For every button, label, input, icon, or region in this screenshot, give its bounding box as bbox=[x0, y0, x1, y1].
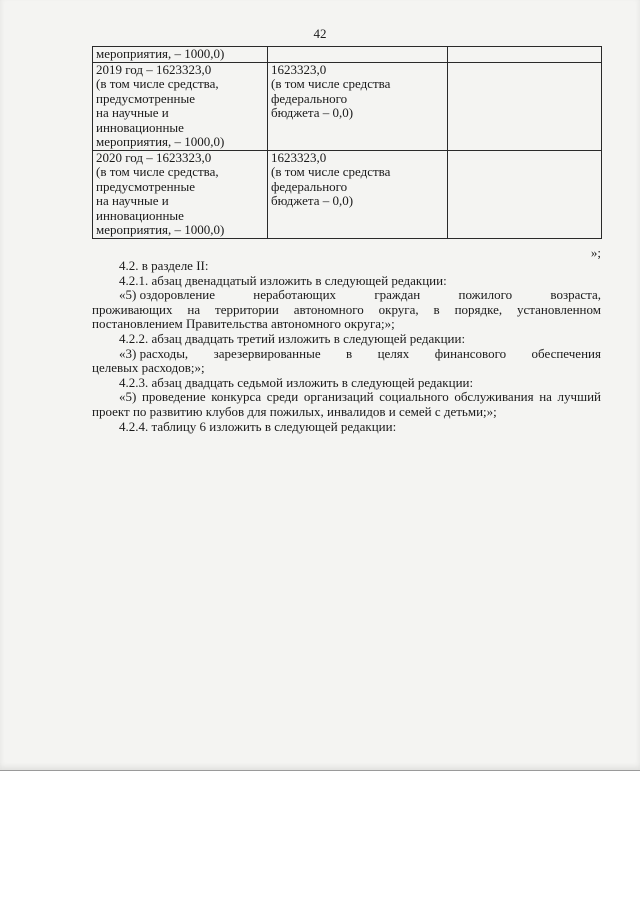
table-cell bbox=[93, 62, 268, 150]
word: целях bbox=[377, 345, 410, 361]
cell-line: (в том числе средства, bbox=[96, 76, 219, 91]
table-row bbox=[93, 150, 602, 238]
cell-line: 2020 год – 1623323,0 bbox=[96, 149, 212, 165]
cell-line: федерального bbox=[271, 90, 348, 106]
cell-line: (в том числе средства bbox=[271, 164, 391, 179]
justified-line bbox=[92, 288, 601, 303]
quoted-paragraph-contest: «5) проведение конкурса среди организаций социального обслуживания на лучший проект по развитию клубов для пожилых, инвалидов и семей с детьми;»; bbox=[92, 389, 601, 419]
table-cell bbox=[93, 47, 268, 63]
word: неработающих bbox=[253, 287, 337, 303]
closing-quote-mark: »; bbox=[590, 245, 601, 260]
word: возраста, bbox=[550, 287, 601, 303]
cell-line: инновационные bbox=[96, 207, 184, 223]
table-cell bbox=[448, 150, 602, 238]
amendment-text bbox=[92, 259, 601, 434]
cell-line: мероприятия, – 1000,0) bbox=[96, 222, 225, 237]
cell-line: на научные и bbox=[96, 105, 169, 120]
cell-line: инновационные bbox=[96, 119, 184, 135]
word: пожилого bbox=[458, 287, 513, 303]
cell-line: на научные и bbox=[96, 193, 169, 208]
paragraph-4-2-4: 4.2.4. таблицу 6 изложить в следующей редакции: bbox=[119, 418, 397, 434]
word: граждан bbox=[374, 287, 421, 303]
quoted-paragraph-expenses-rest: целевых расходов;»; bbox=[92, 360, 205, 376]
table-cell bbox=[268, 150, 448, 238]
budget-table bbox=[92, 46, 602, 239]
word: зарезервированные bbox=[213, 345, 321, 361]
cell-line: 1623323,0 bbox=[271, 149, 327, 165]
quoted-paragraph-health bbox=[92, 288, 601, 332]
quoted-paragraph-health-rest: проживающих на территории автономного округа, в порядке, установленном постановлением Правительства автономного округа;»; bbox=[92, 301, 601, 332]
cell-line: федерального bbox=[271, 178, 348, 194]
cell-line: предусмотренные bbox=[96, 178, 196, 194]
table-cell bbox=[93, 150, 268, 238]
table-row bbox=[93, 47, 602, 63]
paragraph-4-2-2: 4.2.2. абзац двадцать третий изложить в следующей редакции: bbox=[119, 330, 466, 346]
cell-line: (в том числе средства, bbox=[96, 164, 219, 179]
cell-line: бюджета – 0,0) bbox=[271, 105, 354, 120]
word: «3) расходы, bbox=[119, 345, 189, 361]
word: в bbox=[346, 345, 353, 361]
cell-line: мероприятия, – 1000,0) bbox=[96, 46, 225, 61]
cell-line: предусмотренные bbox=[96, 90, 196, 106]
paragraph-4-2-3: 4.2.3. абзац двадцать седьмой изложить в следующей редакции: bbox=[119, 374, 474, 390]
justified-line bbox=[92, 347, 601, 362]
table-cell bbox=[448, 47, 602, 63]
table-cell bbox=[268, 47, 448, 63]
cell-line: 1623323,0 bbox=[271, 61, 327, 77]
quoted-paragraph-expenses bbox=[92, 347, 601, 376]
cell-line: 2019 год – 1623323,0 bbox=[96, 61, 212, 77]
cell-line: мероприятия, – 1000,0) bbox=[96, 134, 225, 149]
budget-table-body bbox=[93, 47, 602, 239]
page-number: 42 bbox=[313, 26, 327, 41]
table-cell bbox=[448, 62, 602, 150]
table-cell bbox=[268, 62, 448, 150]
cell-line: бюджета – 0,0) bbox=[271, 193, 354, 208]
cell-line: (в том числе средства bbox=[271, 76, 391, 91]
word: «5) оздоровление bbox=[119, 287, 216, 303]
word: финансового bbox=[434, 345, 507, 361]
section-heading: 4.2. в разделе II: bbox=[119, 258, 209, 273]
word: обеспечения bbox=[531, 345, 601, 361]
table-row bbox=[93, 62, 602, 150]
paragraph-4-2-1: 4.2.1. абзац двенадцатый изложить в следующей редакции: bbox=[119, 272, 447, 288]
